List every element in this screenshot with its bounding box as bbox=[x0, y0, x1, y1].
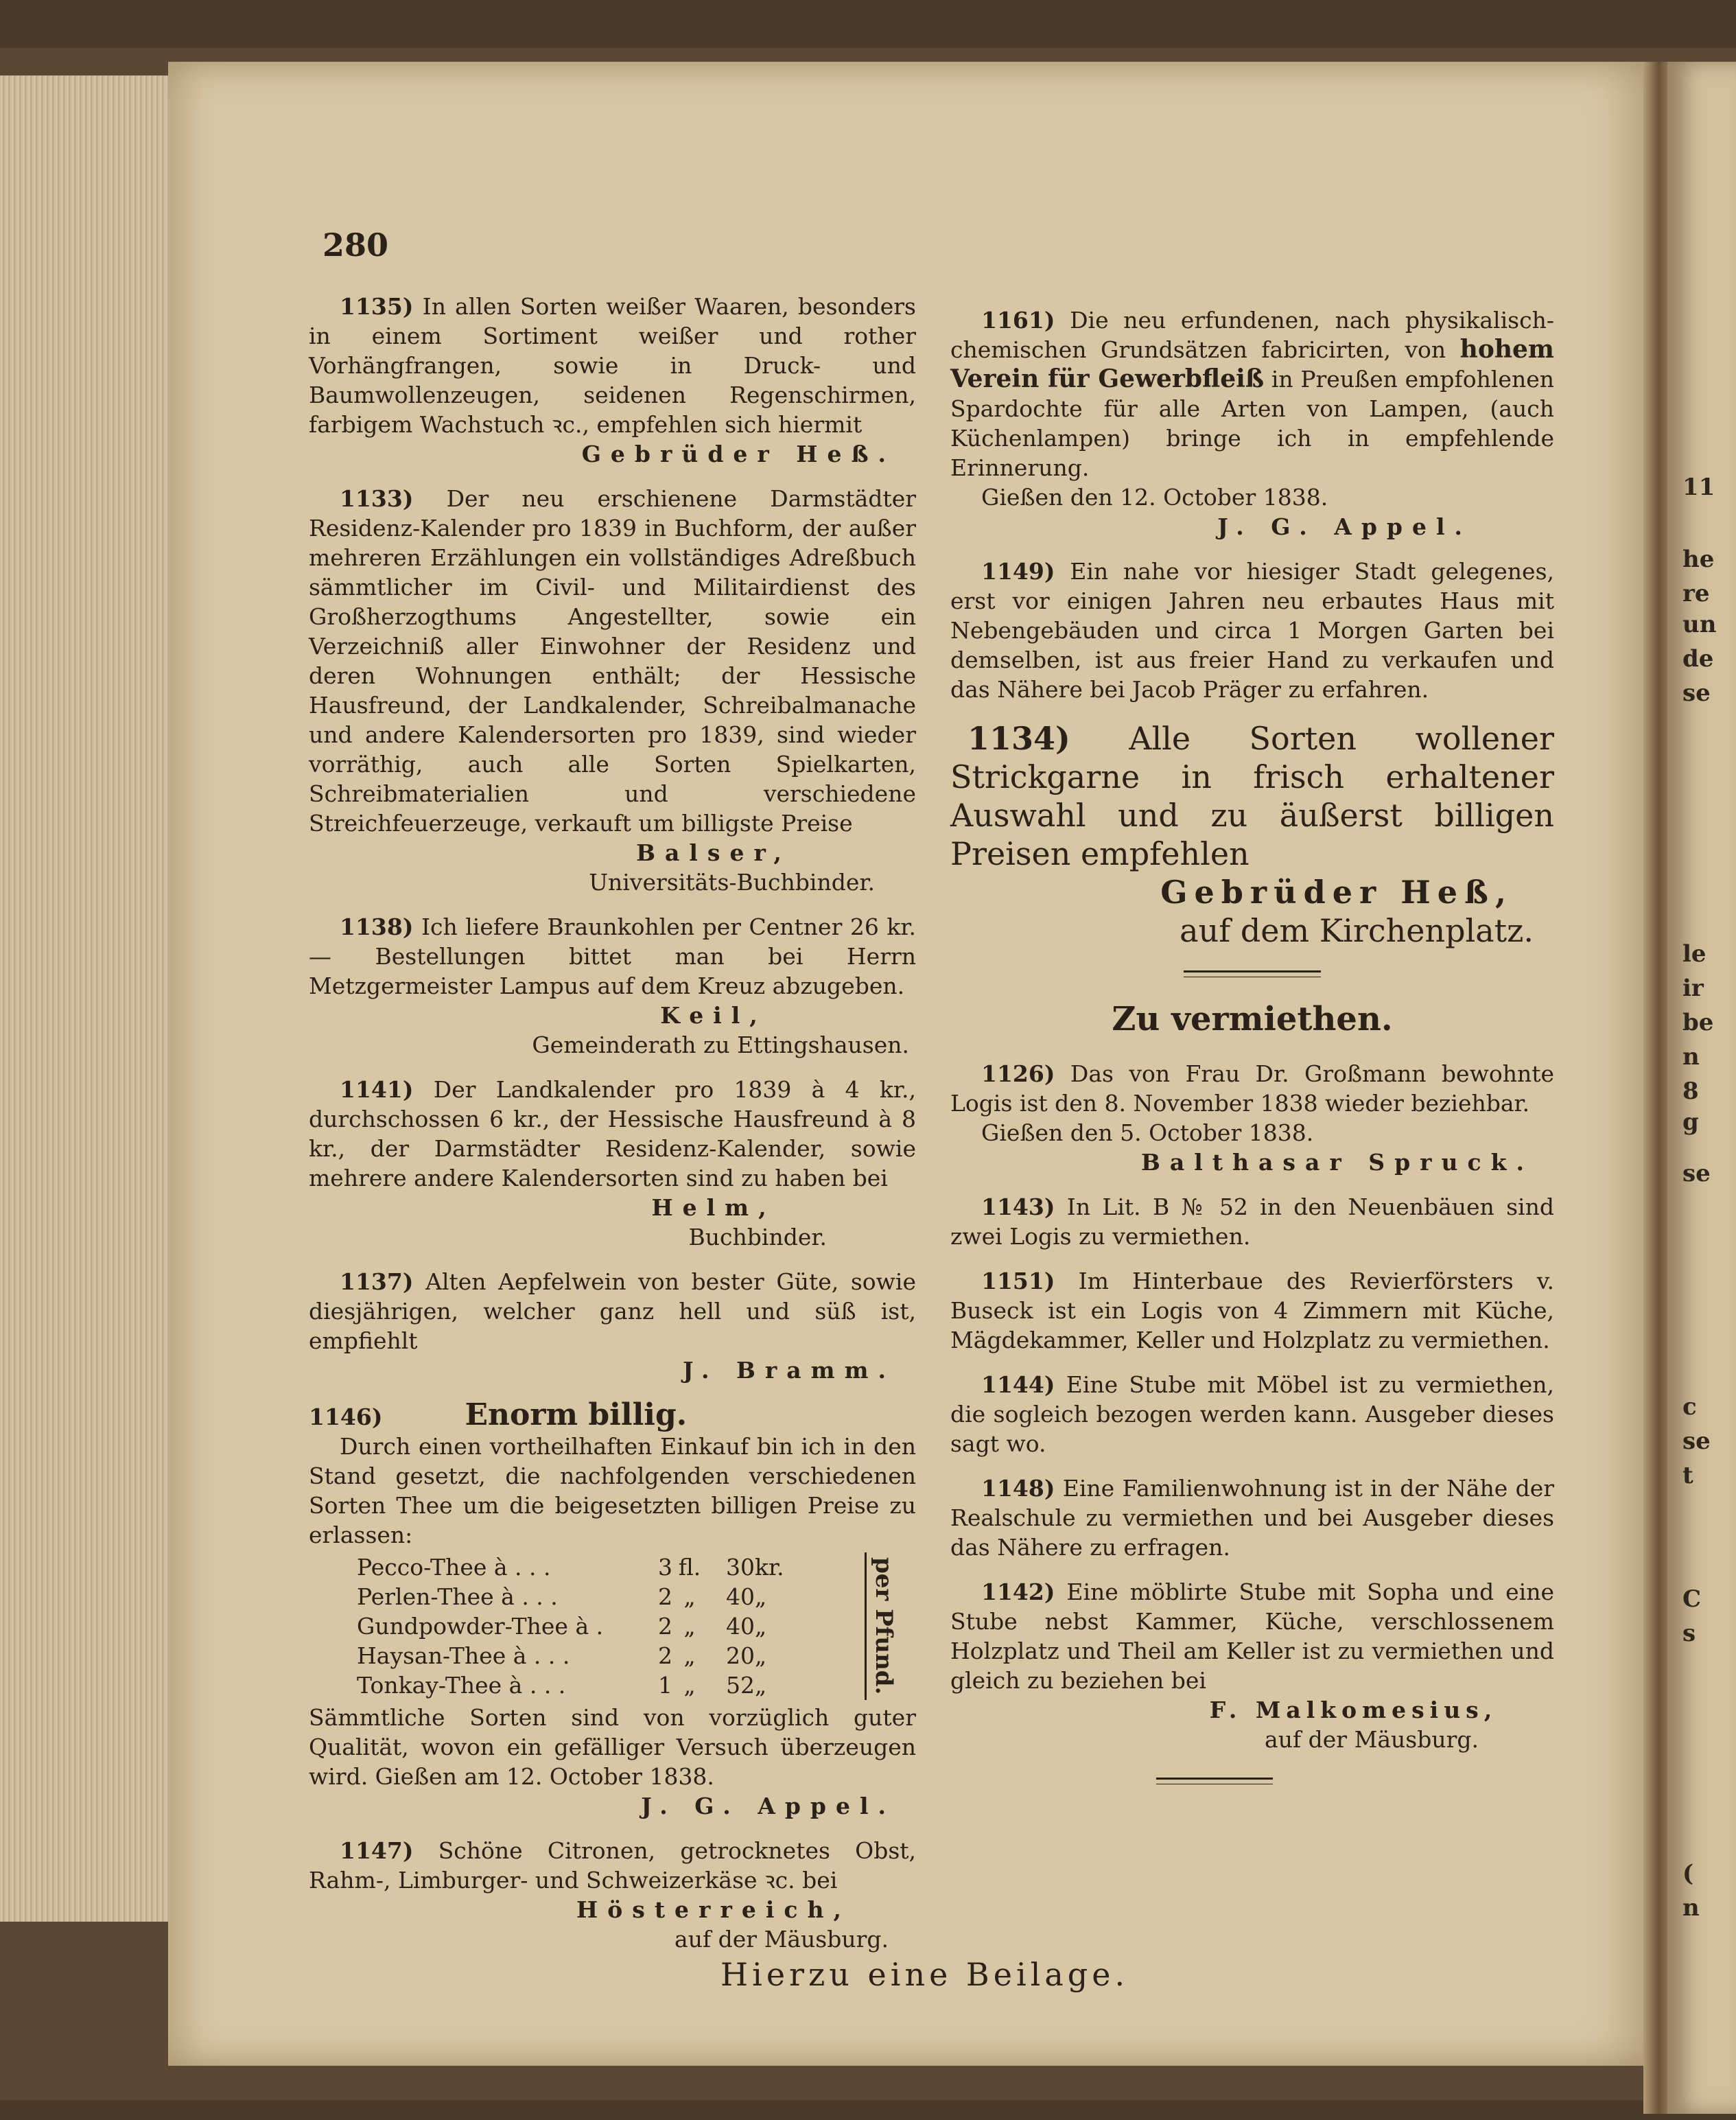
margin-fragment: un bbox=[1682, 611, 1717, 638]
ad-text: Ein nahe vor hiesiger Stadt gelegenes, erst vor einigen Jahren neu erbautes Haus mit Nebengebäuden und circa 1 Morgen Garten bei demselben, ist aus freier Hand zu verkaufen und das Nähere bei Jacob Präger zu erfahren. bbox=[950, 558, 1554, 703]
ad-number: 1137) bbox=[340, 1268, 414, 1295]
price-row bbox=[357, 1611, 837, 1641]
price-kr-unit: „ bbox=[755, 1642, 767, 1669]
price-fl: 3 bbox=[658, 1554, 672, 1581]
ad-1137 bbox=[309, 1267, 916, 1385]
ad-signature: Gebrüder Heß. bbox=[581, 441, 895, 467]
ad-number: 1146) bbox=[309, 1403, 383, 1430]
ad-signature-title: auf der Mäusburg. bbox=[675, 1926, 889, 1953]
price-fl: 2 bbox=[658, 1613, 672, 1640]
ad-signature: J. Bramm. bbox=[682, 1357, 895, 1384]
ad-1148 bbox=[950, 1473, 1554, 1562]
price-fl: 2 bbox=[658, 1583, 672, 1610]
ad-bold-phrase: hohem Verein für Gewerbfleiß bbox=[950, 335, 1554, 393]
price-kr: 20 bbox=[726, 1642, 755, 1669]
margin-fragment: C bbox=[1682, 1585, 1702, 1613]
price-row bbox=[357, 1670, 837, 1700]
ad-text: Eine Stube mit Möbel ist zu vermiethen, die sogleich bezogen werden kann. Ausgeber dieses sagt wo. bbox=[950, 1371, 1554, 1457]
price-kr: 30 bbox=[726, 1554, 755, 1581]
tea-name: Gundpowder-Thee à . bbox=[357, 1613, 604, 1640]
page-stack-edge bbox=[0, 75, 173, 1922]
ad-number: 1148) bbox=[981, 1475, 1055, 1502]
ad-number: 1126) bbox=[981, 1060, 1055, 1087]
margin-fragment: ir bbox=[1682, 975, 1704, 1002]
ad-1135 bbox=[309, 292, 916, 469]
ad-signature: F. Malkomesius, bbox=[1209, 1697, 1498, 1723]
margin-fragment: 11 bbox=[1682, 474, 1715, 501]
margin-fragment: se bbox=[1682, 679, 1711, 707]
ad-1138 bbox=[309, 912, 916, 1060]
ad-signature: Balser, bbox=[636, 839, 791, 866]
margin-fragment: le bbox=[1682, 940, 1706, 968]
ad-1143 bbox=[950, 1192, 1554, 1251]
ad-text: Im Hinterbaue des Revierförsters v. Buseck ist ein Logis von 4 Zimmern mit Küche, Mägdekammer, Keller und Holzplatz zu vermiethen. bbox=[950, 1268, 1554, 1353]
price-kr-unit: „ bbox=[755, 1672, 767, 1699]
ad-text: Alle Sorten wollener Strickgarne in frisch erhaltener Auswahl und zu äußerst billigen Preisen empfehlen bbox=[950, 720, 1554, 872]
section-title: Zu vermiethen. bbox=[1112, 1000, 1393, 1038]
ad-text: in Preußen empfohlenen Spardochte für alle Arten von Lampen, (auch Küchenlampen) bringe ich in empfehlende Erinnerung. bbox=[950, 366, 1554, 481]
tea-name: Tonkay-Thee à . . . bbox=[357, 1672, 566, 1699]
price-fl-unit: „ bbox=[683, 1613, 696, 1640]
margin-fragment: n bbox=[1682, 1043, 1700, 1071]
price-kr: 40 bbox=[726, 1613, 755, 1640]
price-fl-unit: fl. bbox=[678, 1554, 701, 1581]
price-fl-unit: „ bbox=[683, 1672, 696, 1699]
margin-fragment: 8 bbox=[1682, 1078, 1699, 1105]
ad-headline: Enorm billig. bbox=[465, 1397, 688, 1432]
ad-text: Eine Familienwohnung ist in der Nähe der Realschule zu vermiethen und bei Ausgeber dieses das Nähere zu erfragen. bbox=[950, 1475, 1554, 1561]
ad-number: 1149) bbox=[981, 558, 1055, 585]
price-list bbox=[357, 1552, 916, 1700]
per-pfund-label: per Pfund. bbox=[865, 1552, 898, 1700]
ad-text: Das von Frau Dr. Großmann bewohnte Logis ist den 8. November 1838 wieder beziehbar. bbox=[950, 1060, 1554, 1117]
ad-signature: Keil, bbox=[660, 1002, 767, 1029]
ad-date: Gießen den 5. October 1838. bbox=[981, 1119, 1314, 1146]
ad-number: 1144) bbox=[981, 1371, 1055, 1398]
ad-text: Sämmtliche Sorten sind von vorzüglich guter Qualität, wovon ein gefälliger Versuch überzeugen wird. Gießen am 12. October 1838. bbox=[309, 1704, 916, 1790]
ad-number: 1135) bbox=[340, 293, 414, 320]
footer-note: Hierzu eine Beilage. bbox=[720, 1956, 1129, 1993]
price-kr-unit: „ bbox=[755, 1583, 767, 1610]
ad-1146 bbox=[309, 1397, 916, 1821]
tea-name: Pecco-Thee à . . . bbox=[357, 1554, 551, 1581]
margin-fragment: c bbox=[1682, 1393, 1697, 1421]
ad-1133 bbox=[309, 484, 916, 897]
margin-fragment: t bbox=[1682, 1462, 1693, 1489]
ad-signature: Hösterreich, bbox=[576, 1896, 851, 1923]
ad-date: Gießen den 12. October 1838. bbox=[981, 484, 1328, 511]
ad-1147 bbox=[309, 1836, 916, 1954]
ad-1141 bbox=[309, 1075, 916, 1252]
ad-signature: J. G. Appel. bbox=[1217, 513, 1472, 540]
ad-text: Alten Aepfelwein von bester Güte, sowie diesjährigen, welcher ganz hell und süß ist, empfiehlt bbox=[309, 1268, 916, 1354]
ad-text: Der Landkalender pro 1839 à 4 kr., durchschossen 6 kr., der Hessische Hausfreund à 8 kr., der Darmstädter Residenz-Kalender, sowie mehrere andere Kalendersorten sind zu haben bei bbox=[309, 1076, 916, 1191]
tea-name: Haysan-Thee à . . . bbox=[357, 1642, 570, 1669]
ad-text: Ich liefere Braunkohlen per Centner 26 kr. — Bestellungen bittet man bei Herrn Metzgermeister Lampus auf dem Kreuz abzugeben. bbox=[309, 913, 916, 999]
ad-signature-title: Universitäts-Buchbinder. bbox=[589, 869, 875, 896]
ad-text: Der neu erschienene Darmstädter Residenz-Kalender pro 1839 in Buchform, der außer mehreren Erzählungen ein vollständiges Adreßbuch sämmtlicher im Civil- und Militairdienst des Großherzogthums Angestellter, sowie ein Verzeichniß aller Einwohner der Residenz und deren Wohnungen enthält; der Hessische Hausfreund, der Landkalender, Schreibalmanache und andere Kalendersorten pro 1839, sind wieder vorräthig, auch alle Sorten Spielkarten, Schreibmaterialien und verschiedene Streichfeuerzeuge, verkauft um billigste Preise bbox=[309, 485, 916, 837]
ad-text: In allen Sorten weißer Waaren, besonders in einem Sortiment weißer und rother Vorhängfrangen, sowie in Druck- und Baumwollenzeugen, seidenen Regenschirmen, farbigem Wachstuch ꝛc., empfehlen sich hiermit bbox=[309, 293, 916, 438]
ad-signature-title: auf der Mäusburg. bbox=[1265, 1726, 1479, 1753]
ad-number: 1143) bbox=[981, 1193, 1055, 1220]
price-fl: 1 bbox=[658, 1672, 672, 1699]
price-fl-unit: „ bbox=[683, 1642, 696, 1669]
tea-name: Perlen-Thee à . . . bbox=[357, 1583, 558, 1610]
next-page-edge bbox=[1667, 62, 1736, 2114]
ad-text: In Lit. B № 52 in den Neuenbäuen sind zwei Logis zu vermiethen. bbox=[950, 1193, 1554, 1250]
ad-1142 bbox=[950, 1577, 1554, 1754]
ad-1151 bbox=[950, 1266, 1554, 1355]
margin-fragment: n bbox=[1682, 1894, 1700, 1922]
price-kr-unit: kr. bbox=[755, 1554, 784, 1581]
ad-number: 1142) bbox=[981, 1579, 1055, 1605]
margin-fragment: g bbox=[1682, 1108, 1699, 1136]
ad-signature-title: Gemeinderath zu Ettingshausen. bbox=[532, 1032, 909, 1058]
ad-1149 bbox=[950, 557, 1554, 704]
ad-text: Durch einen vortheilhaften Einkauf bin ich in den Stand gesetzt, die nachfolgenden verschiedenen Sorten Thee um die beigesetzten billigen Preise zu erlassen: bbox=[309, 1433, 916, 1548]
page-number: 280 bbox=[322, 226, 389, 264]
ad-signature: Gebrüder Heß, bbox=[1160, 874, 1513, 911]
ad-signature: Balthasar Spruck. bbox=[1141, 1149, 1534, 1176]
price-row bbox=[357, 1582, 837, 1611]
price-row bbox=[357, 1552, 837, 1582]
ad-1134 bbox=[950, 719, 1554, 950]
price-kr: 52 bbox=[726, 1672, 755, 1699]
ad-text: Schöne Citronen, getrocknetes Obst, Rahm-, Limburger- und Schweizerkäse ꝛc. bei bbox=[309, 1837, 916, 1894]
price-kr-unit: „ bbox=[755, 1613, 767, 1640]
price-fl: 2 bbox=[658, 1642, 672, 1669]
ad-text: Die neu erfundenen, nach physikalisch-chemischen Grundsätzen fabricirten, von bbox=[950, 307, 1554, 363]
price-kr: 40 bbox=[726, 1583, 755, 1610]
margin-fragment: s bbox=[1682, 1620, 1696, 1647]
margin-fragment: re bbox=[1682, 580, 1710, 607]
ad-signature: J. G. Appel. bbox=[641, 1793, 895, 1819]
margin-fragment: he bbox=[1682, 546, 1715, 573]
price-fl-unit: „ bbox=[683, 1583, 696, 1610]
ad-number: 1138) bbox=[340, 913, 414, 940]
ad-text: Eine möblirte Stube mit Sopha und eine Stube nebst Kammer, Küche, verschlossenem Holzplatz und Theil am Keller ist zu vermiethen und gleich zu beziehen bei bbox=[950, 1579, 1554, 1694]
ad-number: 1141) bbox=[340, 1076, 414, 1103]
ad-number: 1134) bbox=[967, 720, 1070, 757]
margin-fragment: be bbox=[1682, 1009, 1714, 1036]
ad-1144 bbox=[950, 1370, 1554, 1458]
margin-fragment: de bbox=[1682, 645, 1714, 673]
column-end-rule bbox=[1156, 1778, 1273, 1784]
ad-number: 1151) bbox=[981, 1268, 1055, 1294]
ad-number: 1161) bbox=[981, 307, 1055, 334]
ad-signature-title: Buchbinder. bbox=[688, 1224, 827, 1250]
margin-fragment: ( bbox=[1682, 1860, 1694, 1887]
section-divider bbox=[1184, 970, 1321, 977]
ad-number: 1147) bbox=[340, 1837, 414, 1864]
ad-signature: Helm, bbox=[651, 1194, 776, 1221]
ad-1126 bbox=[950, 1059, 1554, 1177]
margin-fragment: se bbox=[1682, 1428, 1711, 1455]
ad-number: 1133) bbox=[340, 485, 414, 512]
ad-signature-title: auf dem Kirchenplatz. bbox=[1180, 912, 1534, 949]
left-column bbox=[309, 292, 916, 1969]
right-column bbox=[950, 305, 1554, 1784]
ad-1161 bbox=[950, 305, 1554, 541]
margin-fragment: se bbox=[1682, 1160, 1711, 1187]
price-row bbox=[357, 1641, 837, 1670]
